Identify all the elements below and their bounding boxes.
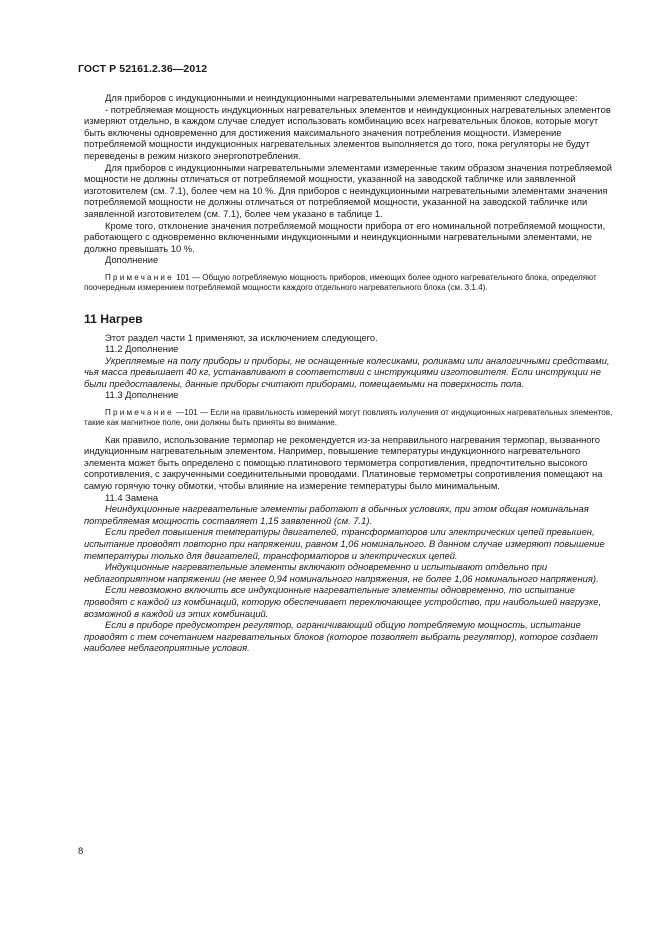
- page-number: 8: [78, 846, 84, 857]
- paragraph: Индукционные нагревательные элементы включают одновременно и испытывают отдельно при неблагоприятном напряжении (не менее 0,94 номинального напряжения, не более 1,06 номинального напряжения).: [84, 561, 599, 584]
- paragraph: Неиндукционные нагревательные элементы работают в обычных условиях, при этом общая номинальная потребляемая мощность составляет 1,15 заявленной (см. 7.1).: [84, 503, 589, 526]
- subsection-heading: 11.4 Замена: [105, 491, 159, 503]
- note-101: [84, 273, 614, 294]
- paragraph: Этот раздел части 1 применяют, за исключением следующего.: [105, 331, 378, 343]
- document-body: [84, 92, 614, 654]
- subsection-heading: 11.2 Дополнение: [105, 343, 179, 355]
- paragraph: Если в приборе предусмотрен регулятор, ограничивающий общую потребляемую мощность, испытание проводят с тем сочетанием нагревательных блоков (которое позволяет выбрать регулятор), которое создает наиболее неблагоприятные условия.: [84, 619, 598, 654]
- paragraph: Как правило, использование термопар не рекомендуется из-за неправильного нагревания термопар, вызванного индукционным нагревательным элементом. Например, повышение температуры индукционного нагревательного элемента может быть определено с помощью платинового термометра сопротивления, предпочтительно высокого сопротивления, с закрученными соединительными проводами. Платиновые термометры сопротивления помещают на самую горячую точку обмотки, чтобы влияние на измерение температуры было минимальным.: [84, 433, 603, 492]
- paragraph: - потребляемая мощность индукционных нагревательных элементов и неиндукционных нагревательных элементов измеряют отдельно, в каждом случае следует использовать комбинацию всех нагревательных блоков, которые могут быть включены одновременно для достижения максимального значения потребления мощности. Измерение потребляемой мощности индукционных нагревательных элементов выполняется до того, пока регуляторы не будут переведены в режим низкого энергопотребления.: [84, 103, 611, 161]
- note-text: —101 — Если на правильность измерений могут повлиять излучения от индукционных нагревательных элементов, такие как магнитное поле, они должны быть приняты во внимание.: [84, 408, 613, 428]
- paragraph: Кроме того, отклонение значения потребляемой мощности прибора от его номинальной потребляемой мощности, работающего с одновременно включенными индукционными и неиндукционными нагревательными элементами, не должно превышать 10 %.: [84, 219, 606, 254]
- note-label: Примечание: [105, 272, 174, 282]
- note-101-heating: [84, 408, 614, 429]
- paragraph: Если предел повышения температуры двигателей, трансформаторов или электрических цепей превышен, испытание проводят повторно при напряжении, равном 1,06 номинального. В данном случае измеряют повышение температуры только для двигателей, трансформаторов и электрических цепей.: [84, 526, 605, 561]
- paragraph: Если невозможно включить все индукционные нагревательные элементы одновременно, то испытание проводят с каждой из комбинаций, которую обеспечивает переключающее устройство, при наибольшей нагрузке, возможной в каждой из этих комбинаций.: [84, 584, 602, 619]
- document-header: ГОСТ Р 52161.2.36—2012: [78, 63, 208, 75]
- subsection-heading: 11.3 Дополнение: [105, 389, 179, 401]
- paragraph: Для приборов с индукционными и неиндукционными нагревательными элементами применяют следующее:: [105, 92, 578, 103]
- paragraph: Для приборов с индукционными нагревательными элементами измеренные таким образом значения потребляемой мощности не должны отличаться от потребляемой мощности, указанной на заводской табличке или заявленной изготовителем (см. 7.1), более чем на 10 %. Для приборов с неиндукционными нагревательными элементами значения потребляемой мощности не должны отличаться от потребляемой мощности, указанной на заводской табличке или заявленной изготовителем (см. 7.1), более чем указано в таблице 1.: [84, 161, 613, 219]
- note-label: Примечание: [105, 408, 174, 418]
- paragraph: Укрепляемые на полу приборы и приборы, не оснащенные колесиками, роликами или аналогичными средствами, чья масса превышает 40 кг, устанавливают в соответствии с инструкциями изготовителя. Если инструкции не были предоставлены, данные приборы считают приборами, помещаемыми на поверхность пола.: [84, 354, 610, 389]
- note-text: 101 — Общую потребляемую мощность приборов, имеющих более одного нагревательного блока, определяют поочередным измерением потребляемой мощности каждого отдельного нагревательного блока (см. 3.1.4).: [84, 272, 597, 293]
- addition-label: Дополнение: [105, 254, 159, 266]
- section-title: 11 Нагрев: [84, 311, 143, 326]
